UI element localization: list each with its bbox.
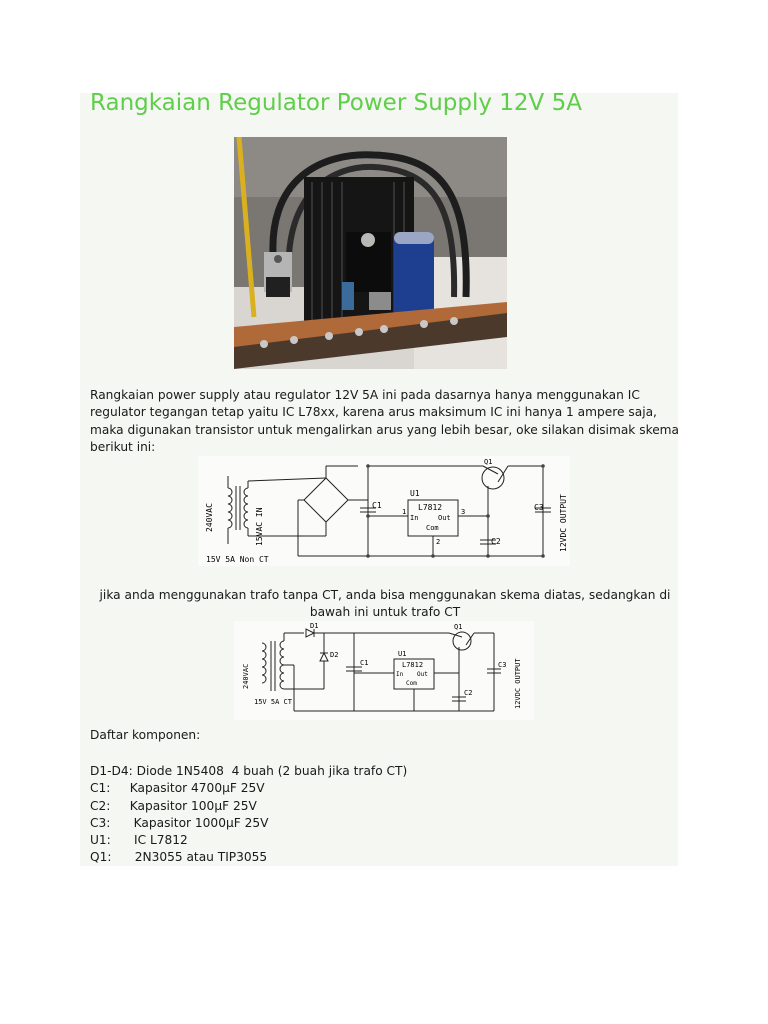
- schem1-c2-label: C2: [491, 537, 501, 546]
- schem2-pin-out: Out: [417, 671, 428, 678]
- schem1-secondary-label: 15VAC IN: [255, 507, 264, 546]
- schem1-primary-label: 240VAC: [205, 503, 214, 532]
- schematic-ct: [234, 621, 534, 720]
- part-ref: U1:: [90, 833, 111, 848]
- schem2-ic-label: L7812: [402, 661, 424, 669]
- part-ref: C3:: [90, 815, 111, 830]
- schem1-q1-label: Q1: [484, 458, 493, 466]
- part-ref: C1:: [90, 781, 111, 796]
- schem2-output-label: 12VDC OUTPUT: [514, 658, 522, 709]
- part-desc: IC L7812: [110, 833, 188, 848]
- schem1-ic-label: L7812: [418, 503, 443, 512]
- part-desc: Kapasitor 100µF 25V: [110, 798, 257, 813]
- part-desc: Diode 1N5408 4 buah (2 buah jika trafo CT): [132, 764, 408, 778]
- schem2-u1-label: U1: [398, 650, 407, 658]
- regulator-photo: [234, 137, 507, 369]
- schem2-pin-in: In: [396, 671, 404, 678]
- schem1-pin1: 1: [402, 508, 407, 516]
- schem2-c2-label: C2: [464, 689, 473, 697]
- schematic-caption: jika anda menggunakan trafo tanpa CT, anda bisa menggunakan skema diatas, sedangkan di bawah ini untuk trafo CT: [99, 588, 671, 619]
- intro-paragraph: Rangkaian power supply atau regulator 12V 5A ini pada dasarnya hanya menggunakan IC regulator tegangan tetap yaitu IC L78xx, karena arus maksimum IC ini hanya 1 ampere saja, maka digunakan transistor untuk mengalirkan arus yang lebih besar, oke silakan disimak skema berikut ini:: [90, 388, 680, 454]
- page-title: Rangkaian Regulator Power Supply 12V 5A: [90, 90, 582, 116]
- schem1-pin-in: In: [410, 514, 419, 522]
- part-ref: D1-D4:: [90, 764, 133, 778]
- schem2-c1-label: C1: [360, 659, 369, 667]
- list-item: [90, 815, 407, 832]
- regulator-photo-drawing: [234, 137, 507, 369]
- schem2-c3-label: C3: [498, 661, 507, 669]
- list-item: [90, 849, 407, 866]
- schem2-q1-label: Q1: [454, 623, 463, 631]
- part-desc: Kapasitor 1000µF 25V: [110, 815, 269, 830]
- schem1-c1-label: C1: [372, 501, 382, 510]
- list-item: [90, 780, 407, 797]
- schem2-d2-label: D2: [330, 651, 339, 659]
- schematic-non-ct: [198, 456, 570, 566]
- part-ref: C2:: [90, 798, 111, 813]
- schem1-pin-com: Com: [426, 524, 439, 532]
- schematic-ct-drawing: [234, 621, 534, 720]
- list-item: [90, 832, 407, 849]
- schem1-pin3: 3: [461, 508, 466, 516]
- schem1-pin2: 2: [436, 538, 441, 546]
- list-item: [90, 798, 407, 815]
- schem2-d1-label: D1: [310, 622, 319, 630]
- schem1-trafo-label: 15V 5A Non CT: [206, 555, 269, 564]
- schem2-primary-label: 240VAC: [242, 663, 250, 689]
- schem1-pin-out: Out: [438, 514, 451, 522]
- parts-list: [90, 763, 407, 867]
- parts-list-title: Daftar komponen:: [90, 728, 201, 742]
- part-desc: 2N3055 atau TIP3055: [111, 850, 268, 865]
- schematic-non-ct-drawing: [198, 456, 570, 566]
- part-desc: Kapasitor 4700µF 25V: [110, 781, 265, 796]
- schem1-u1-label: U1: [410, 489, 420, 498]
- schem2-pin-com: Com: [406, 680, 417, 687]
- part-ref: Q1:: [90, 850, 112, 865]
- schem2-trafo-label: 15V 5A CT: [254, 698, 292, 706]
- schem1-c3-label: C3: [534, 503, 544, 512]
- list-item: [90, 763, 407, 780]
- schem1-output-label: 12VDC OUTPUT: [559, 494, 568, 552]
